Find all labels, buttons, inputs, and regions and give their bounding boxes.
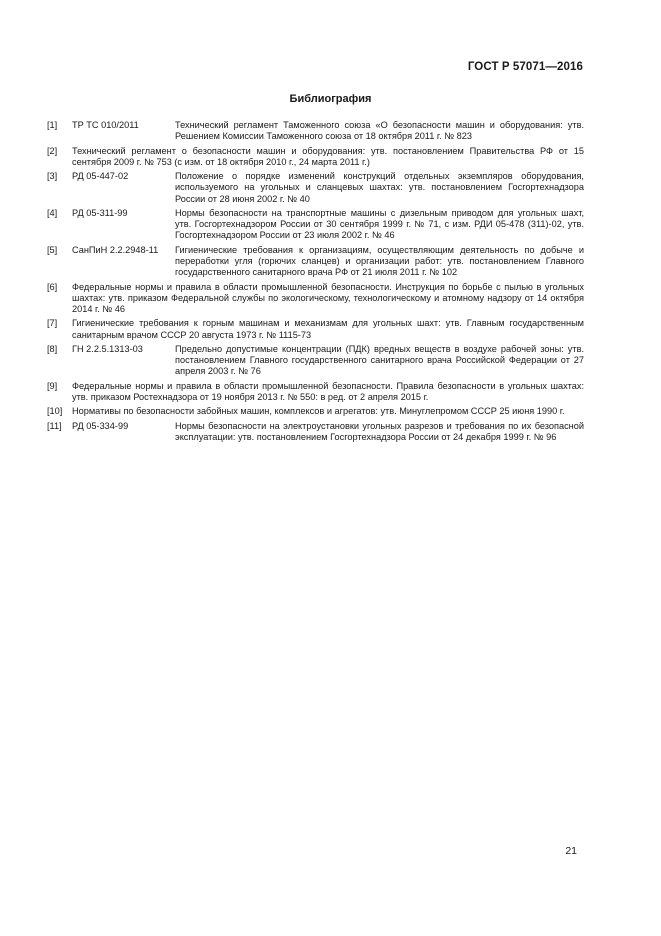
bibliography-entry-3 (47, 171, 584, 205)
bibliography-list (47, 120, 584, 446)
entry-number: [1] (47, 120, 58, 130)
page-title: Библиография (289, 93, 372, 105)
bibliography-entry-10 (47, 406, 584, 417)
entry-number: [4] (47, 207, 58, 218)
bibliography-entry-1 (47, 120, 584, 142)
entry-number: [2] (47, 145, 58, 156)
entry-text: Гигиенические требования к горным машинам и механизмам для угольных шахт: утв. Главным государственным санитарным врачом СССР 20 августа 1973 г. № 1115-73 (72, 318, 584, 340)
entry-text: Нормативы по безопасности забойных машин, комплексов и агрегатов: утв. Минуглепромом СССР 25 июня 1990 г. (72, 406, 565, 417)
entry-number: [5] (47, 244, 58, 255)
entry-text: Гигиенические требования к организациям, осуществляющим деятельность по добыче и переработки угля (горючих сланцев) и организации работ: утв. постановлением Главного государственного санитарного врача РФ от 21 июля 2011 г. № 102 (175, 244, 584, 278)
entry-text: Федеральные нормы и правила в области промышленной безопасности. Инструкция по борьбе с пылью в угольных шахтах: утв. приказом Федеральной службы по экологическому, технологическому и атомному надзору от 14 октября 2014 г. № 46 (72, 281, 584, 314)
bibliography-entry-2 (47, 146, 584, 168)
entry-number: [11] (47, 420, 62, 431)
entry-number: [9] (47, 380, 58, 391)
entry-number: [8] (47, 343, 58, 354)
entry-text: Нормы безопасности на электроустановки угольных разрезов и требования по их безопасной эксплуатации: утв. постановлением Госгортехнадзора России от 24 декабря 1999 г. № 96 (175, 420, 584, 442)
entry-code: РД 05-447-02 (72, 171, 129, 182)
entry-code: РД 05-334-99 (72, 420, 129, 431)
entry-code: ГН 2.2.5.1313-03 (72, 343, 143, 354)
bibliography-entry-4 (47, 208, 584, 242)
entry-number: [7] (47, 318, 58, 329)
entry-text: Предельно допустимые концентрации (ПДК) вредных веществ в воздухе рабочей зоны: утв. постановлением Главного государственного санитарного врача Российской Федерации от 27 апреля 2003 г. № 76 (175, 343, 584, 377)
entry-text: Технический регламент о безопасности машин и оборудования: утв. постановлением Правительства РФ от 15 сентября 2009 г. № 753 (с изм. от 18 октября 2010 г., 24 марта 2011 г.) (72, 145, 584, 167)
entry-text: Положение о порядке изменений конструкций отдельных экземпляров оборудования, используемого на угольных и сланцевых шахтах: утв. постановлением Госгортехнадзора России от 28 июня 2002 г. № 40 (175, 171, 584, 204)
page-number: 21 (565, 845, 577, 857)
bibliography-entry-7 (47, 318, 584, 340)
bibliography-entry-8 (47, 344, 584, 378)
entry-text: Технический регламент Таможенного союза «О безопасности машин и оборудования: утв. Решением Комиссии Таможенного союза от 18 октября 2011 г. № 823 (175, 120, 584, 142)
entry-number: [6] (47, 281, 58, 292)
entry-code: РД 05-311-99 (72, 207, 128, 218)
bibliography-entry-6 (47, 282, 584, 316)
bibliography-entry-9 (47, 381, 584, 403)
document-code: ГОСТ Р 57071—2016 (467, 61, 583, 73)
entry-text: Федеральные нормы и правила в области промышленной безопасности. Правила безопасности в угольных шахтах: утв. приказом Ростехнадзора от 19 ноября 2013 г. № 550: в ред. от 2 апреля 2015 г. (72, 380, 584, 402)
bibliography-entry-11 (47, 421, 584, 443)
entry-number: [10] (47, 406, 63, 417)
entry-code: СанПиН 2.2.2948-11 (72, 244, 159, 255)
bibliography-entry-5 (47, 245, 584, 279)
entry-code: ТР ТС 010/2011 (72, 120, 139, 130)
entry-text: Нормы безопасности на транспортные машины с дизельным приводом для угольных шахт, утв. Госгортехнадзором России от 30 сентября 1999 г. № 71, с изм. РДИ 05-478 (311)-02, утв. Госгортехнадзором России от 23 июля 2002 г. № 46 (175, 207, 584, 241)
entry-number: [3] (47, 171, 58, 182)
